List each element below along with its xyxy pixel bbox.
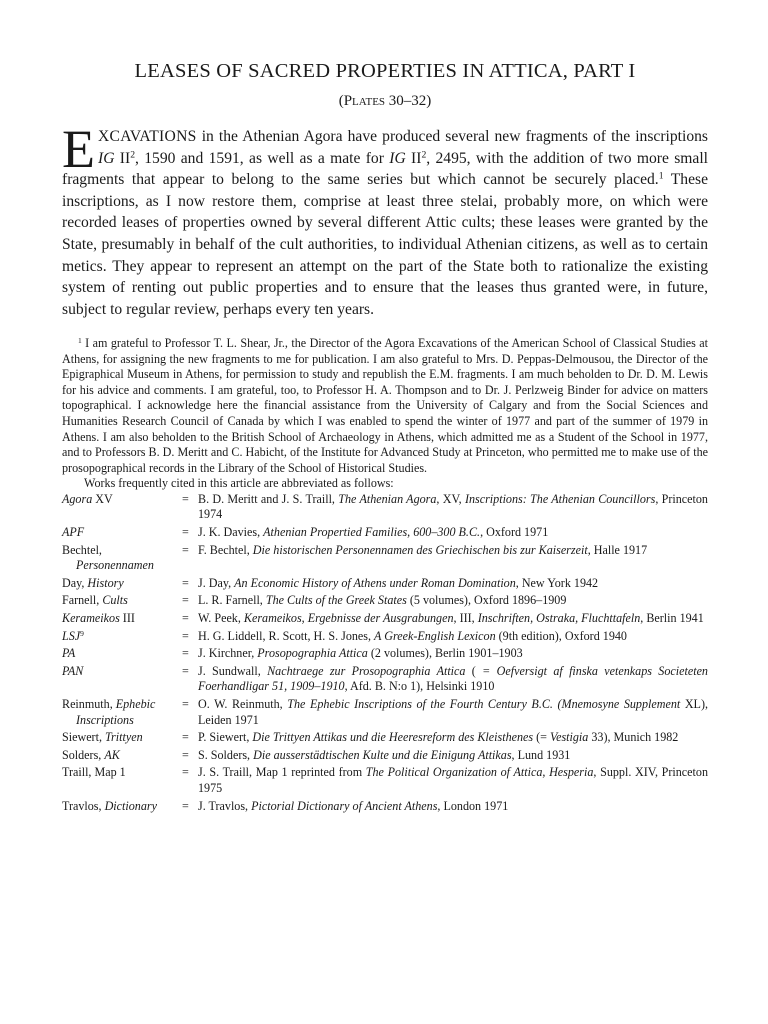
- abbreviation-key-italic: Dictionary: [104, 798, 157, 813]
- abbreviation-row: [62, 576, 708, 594]
- abbreviation-value: [198, 646, 708, 664]
- citation-title: The Cults of the Greek States: [265, 593, 407, 608]
- abbreviation-value: [198, 611, 708, 629]
- works-cited-intro: Works frequently cited in this article are abbreviated as follows:: [84, 476, 394, 491]
- abbreviation-row: [62, 492, 708, 525]
- abbreviation-row: [62, 799, 708, 817]
- equals-sign: =: [182, 747, 189, 762]
- abbreviation-value: [198, 492, 708, 525]
- intro-text-1: in the Athenian Agora have produced several new fragments of the inscriptions: [196, 128, 708, 145]
- citation-text: (5 volumes), Oxford 1896–1909: [406, 593, 567, 608]
- citation-text: , Suppl. XIV, Princeton 1975: [198, 765, 708, 795]
- abbreviation-key-text: Siewert,: [62, 730, 105, 745]
- citation-title-2: Inscriptions: The Athenian Councillors: [464, 491, 656, 506]
- equals-sign: =: [182, 611, 189, 626]
- abbreviation-key-italic: LSJ: [62, 628, 81, 643]
- abbreviation-row: [62, 730, 708, 748]
- citation-author: J. Day,: [198, 575, 235, 590]
- abbreviation-row: [62, 765, 708, 798]
- citation-author: P. Siewert,: [198, 730, 253, 745]
- citation-title: A Greek-English Lexicon: [374, 628, 496, 643]
- abbreviation-key: [62, 611, 182, 629]
- article-title: LEASES OF SACRED PROPERTIES IN ATTICA, PART I: [134, 60, 636, 82]
- citation-author: J. K. Davies,: [198, 525, 264, 540]
- citation-text: XL), Leiden 1971: [198, 697, 708, 727]
- abbreviation-key-italic: Agora: [62, 491, 93, 506]
- intro-paragraph: [62, 119, 708, 320]
- citation-text-2: , Princeton 1974: [198, 491, 708, 522]
- citation-text: , London 1971: [437, 798, 509, 813]
- citation-title: The Political Organization of Attica, Hesperia: [365, 765, 594, 780]
- abbreviation-key-text: XV: [92, 491, 113, 506]
- citation-author: O. W. Reinmuth,: [198, 697, 288, 711]
- abbreviation-key-italic: Trittyen: [105, 730, 143, 745]
- abbreviation-key: [62, 593, 182, 611]
- abbreviation-value: [198, 525, 708, 543]
- citation-text-2: , Berlin 1941: [640, 611, 704, 626]
- intro-text-2: II: [114, 149, 131, 167]
- citation-text-2: 33), Munich 1982: [588, 730, 679, 745]
- citation-text: , XV,: [436, 491, 465, 506]
- intro-text-3: , 1590 and 1591, as well as a mate for: [135, 149, 390, 167]
- abbreviation-value: [198, 799, 708, 817]
- plates-word: Plates: [343, 93, 386, 109]
- intro-sup-2: 2: [421, 149, 427, 161]
- citation-text: , III,: [453, 611, 478, 626]
- citation-title-2: = Oefversigt af finska vetenkaps Societeten Foerhandligar 51, 1909–1910: [198, 663, 708, 694]
- citation-author: J. Travlos,: [198, 798, 252, 813]
- citation-text: (: [465, 663, 476, 678]
- abbreviation-value: [198, 697, 708, 730]
- citation-title: Nachtraege zur Prosopographia Attica: [267, 663, 466, 678]
- citation-author: W. Peek,: [198, 611, 244, 626]
- footnote-1: [62, 336, 708, 476]
- citation-author: B. D. Meritt and J. S. Traill,: [198, 491, 339, 506]
- citation-title: An Economic History of Athens under Roman Domination: [234, 575, 516, 590]
- abbreviation-value: [198, 543, 708, 576]
- plates-open-paren: (: [338, 93, 344, 109]
- citation-text: , Oxford 1971: [480, 525, 549, 540]
- footnote-number: 1: [78, 335, 82, 345]
- abbreviation-value: [198, 593, 708, 611]
- abbreviation-key: [62, 730, 182, 748]
- abbreviation-key-italic: AK: [104, 747, 120, 762]
- drop-cap: E: [62, 119, 95, 179]
- citation-text: (=: [533, 730, 551, 745]
- abbreviation-key-italic: APF: [62, 525, 85, 540]
- citation-title: Pictorial Dictionary of Ancient Athens: [251, 798, 438, 813]
- abbreviation-row: [62, 664, 708, 697]
- abbreviation-key-italic: Kerameikos: [62, 611, 120, 626]
- plates-range: 30–32: [388, 93, 427, 109]
- abbreviation-key-text: Traill, Map 1: [62, 765, 126, 780]
- citation-author: J. Sundwall,: [198, 663, 268, 678]
- equals-sign: =: [182, 697, 189, 711]
- abbreviation-value: [198, 576, 708, 594]
- abbreviation-key-text: Solders,: [62, 747, 105, 762]
- abbreviation-key: [62, 525, 182, 543]
- abbreviation-key: [62, 629, 182, 647]
- abbreviations-table: [62, 492, 708, 816]
- citation-title: The Athenian Agora: [338, 491, 437, 506]
- abbreviation-key: [62, 664, 182, 697]
- abbreviation-key: [62, 799, 182, 817]
- abbreviation-key: [62, 748, 182, 766]
- abbreviation-key-italic: PA: [62, 646, 76, 661]
- intro-ig-1: IG: [98, 149, 115, 167]
- abbreviation-value: [198, 730, 708, 748]
- abbreviation-value: [198, 765, 708, 798]
- intro-text-6: These inscriptions, as I now restore them, comprise at least three stelai, probably more, on which were recorded leases of properties owned by several different Attic cults; these leases were granted by the State, presumably in behalf of the cult authorities, to individual Athenian citizens, as well as to certain metics. They appear to represent an attempt on the part of the State both to rationalize the existing system of renting out public properties and to ensure that the leases thus granted were, in future, subject to regular review, perhaps every ten years.: [62, 171, 708, 318]
- citation-author: H. G. Liddell, R. Scott, H. S. Jones,: [198, 628, 375, 643]
- abbreviation-key-italic: Ephebic: [115, 697, 156, 711]
- abbreviation-row: [62, 525, 708, 543]
- abbreviation-key-sup: 9: [80, 628, 84, 638]
- abbreviation-key-subline: Personennamen: [76, 558, 154, 573]
- intro-ig-2: IG: [389, 149, 406, 167]
- equals-sign: =: [182, 730, 189, 745]
- intro-text-5: , 2495, with the addition of two more small fragments that appear to belong to the same series but which cannot be securely placed.: [62, 149, 708, 189]
- abbreviation-key-subline: Inscriptions: [76, 712, 134, 727]
- abbreviation-value: [198, 664, 708, 697]
- abbreviation-value: [198, 629, 708, 647]
- footnote-marker[interactable]: 1: [658, 170, 664, 182]
- abbreviation-key-italic: PAN: [62, 663, 84, 678]
- citation-author: S. Solders,: [198, 747, 254, 762]
- intro-text-4: II: [405, 149, 422, 167]
- citation-author: J. S. Traill, Map 1 reprinted from: [198, 765, 366, 780]
- abbreviation-row: [62, 543, 708, 576]
- abbreviation-row: [62, 611, 708, 629]
- citation-author: J. Kirchner,: [198, 646, 258, 661]
- equals-sign: =: [182, 593, 189, 608]
- equals-sign: =: [182, 575, 189, 590]
- article-page: [62, 58, 708, 816]
- abbreviation-key: [62, 765, 182, 798]
- equals-sign: =: [182, 491, 189, 506]
- abbreviation-key: [62, 543, 182, 576]
- abbreviation-key-italic: History: [87, 575, 124, 590]
- abbreviation-key-text: Reinmuth,: [62, 697, 116, 711]
- abbreviation-key-text: Farnell,: [62, 593, 103, 608]
- citation-title-2: Inschriften, Ostraka, Fluchttafeln: [477, 611, 641, 626]
- abbreviation-row: [62, 646, 708, 664]
- intro-sup-1: 2: [130, 149, 136, 161]
- abbreviation-key: [62, 646, 182, 664]
- intro-caps: XCAVATIONS: [98, 128, 197, 145]
- citation-text: (2 volumes), Berlin 1901–1903: [367, 646, 523, 661]
- citation-title: Die historischen Personennamen des Griechischen bis zur Kaiserzeit: [252, 542, 588, 557]
- equals-sign: =: [182, 525, 189, 540]
- citation-title: Die ausserstädtischen Kulte und die Einigung Attikas: [253, 747, 512, 762]
- abbreviation-key: [62, 697, 182, 730]
- citation-title-2: Vestigia: [550, 730, 589, 745]
- citation-text: (9th edition), Oxford 1940: [495, 628, 627, 643]
- citation-text: , Halle 1917: [587, 542, 648, 557]
- abbreviation-row: [62, 629, 708, 647]
- abbreviation-row: [62, 748, 708, 766]
- footnote-text: I am grateful to Professor T. L. Shear, Jr., the Director of the Agora Excavations of the American School of Classical Studies at Athens, for assigning the new fragments to me for publication. I am also grateful to Mrs. D. Peppas-Delmousou, the Director of the Epigraphical Museum in Athens, for permission to study and republish the E.M. fragments. I am much beholden to Dr. D. M. Lewis for his advice and comments. I am grateful, too, to Professor H. A. Thompson and to Dr. J. Perlzweig Binder for advice on matters topographical. I acknowledge here the financial assistance from the University of Calgary and from the Social Sciences and Humanities Research Council of Canada by which I was enabled to spend the winter of 1977 and part of the summer of 1979 in Athens. I am also beholden to the British School of Archaeology in Athens, which admitted me as a Student of the School in 1977, and to Professors B. D. Meritt and C. Habicht, of the Institute for Advanced Study at Princeton, who permitted me to make use of the prosopographical records in the Library of the School of Historical Studies.: [62, 335, 708, 475]
- citation-text-2: , Afd. B. N:o 1), Helsinki 1910: [344, 679, 495, 694]
- citation-title: Kerameikos, Ergebnisse der Ausgrabungen: [243, 611, 454, 626]
- abbreviation-key-text: III: [119, 611, 135, 626]
- abbreviation-key: [62, 576, 182, 594]
- abbreviation-key-italic: Cults: [102, 593, 128, 608]
- citation-title: The Ephebic Inscriptions of the Fourth Century B.C. (Mnemosyne Supplement: [287, 697, 681, 711]
- abbreviation-row: [62, 697, 708, 730]
- abbreviation-key-text: Day,: [62, 575, 88, 590]
- equals-sign: =: [182, 628, 189, 643]
- citation-author: F. Bechtel,: [198, 542, 253, 557]
- citation-text: , New York 1942: [515, 575, 599, 590]
- abbreviation-key-text: Travlos,: [62, 798, 105, 813]
- equals-sign: =: [182, 765, 189, 780]
- citation-title: Athenian Propertied Families, 600–300 B.C.: [263, 525, 481, 540]
- abbreviation-key-text: Bechtel,: [62, 542, 102, 557]
- citation-author: L. R. Farnell,: [198, 593, 266, 608]
- equals-sign: =: [182, 646, 189, 661]
- abbreviation-row: [62, 593, 708, 611]
- equals-sign: =: [182, 663, 189, 678]
- plates-close-paren: ): [426, 93, 432, 109]
- equals-sign: =: [182, 798, 189, 813]
- citation-title: Prosopographia Attica: [257, 646, 368, 661]
- abbreviation-value: [198, 748, 708, 766]
- plates-reference: [62, 92, 708, 110]
- citation-title: Die Trittyen Attikas und die Heeresreform des Kleisthenes: [252, 730, 534, 745]
- equals-sign: =: [182, 542, 189, 557]
- abbreviation-key: [62, 492, 182, 525]
- citation-text: , Lund 1931: [511, 747, 571, 762]
